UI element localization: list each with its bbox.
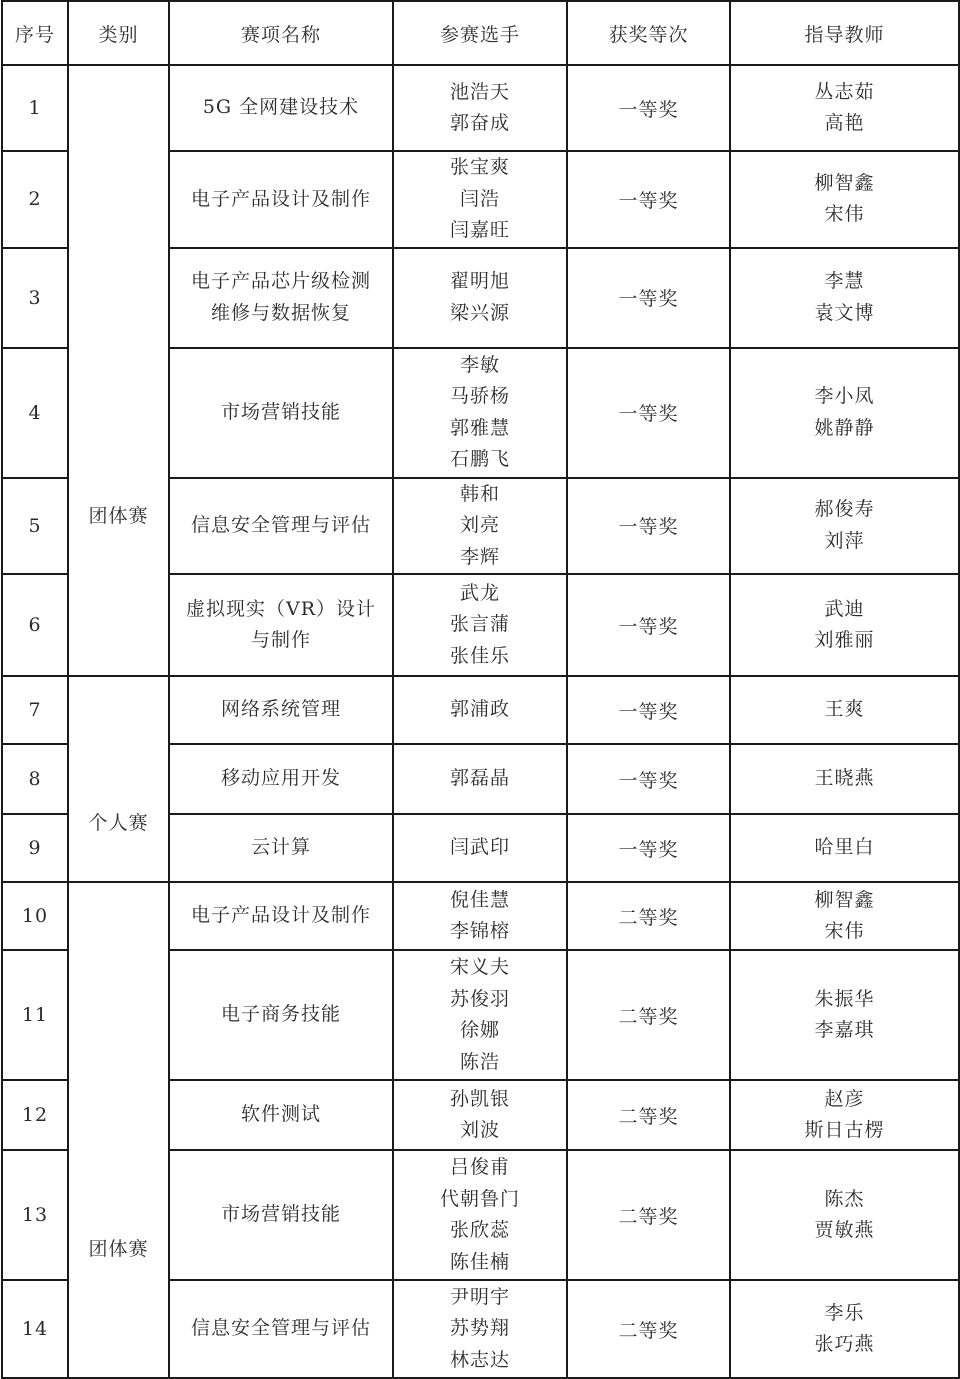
award-level-cell: 一等奖 bbox=[567, 814, 730, 882]
header-cell-award: 获奖等次 bbox=[567, 1, 730, 65]
event-name-cell bbox=[169, 348, 393, 478]
teachers-cell bbox=[730, 248, 959, 348]
row-number-cell: 4 bbox=[2, 348, 68, 478]
award-level-cell: 二等奖 bbox=[567, 1150, 730, 1280]
player-name: 代朝鲁门 bbox=[439, 1187, 520, 1210]
award-level-cell: 一等奖 bbox=[567, 348, 730, 478]
player-name: 陈浩 bbox=[459, 1050, 500, 1073]
player-name: 尹明宇 bbox=[449, 1285, 510, 1308]
event-name-line: 维修与数据恢复 bbox=[210, 301, 351, 324]
teachers-cell bbox=[730, 1280, 959, 1378]
teacher-name: 丛志茹 bbox=[814, 80, 875, 103]
teachers-cell bbox=[730, 1080, 959, 1150]
player-name: 马骄杨 bbox=[449, 385, 510, 407]
teachers-cell bbox=[730, 65, 959, 151]
table-row bbox=[2, 676, 959, 744]
player-name: 李敏 bbox=[459, 353, 500, 376]
event-name-line: 市场营销技能 bbox=[220, 1203, 341, 1226]
player-name: 张欣蕊 bbox=[449, 1219, 510, 1241]
players-cell bbox=[393, 882, 567, 950]
row-number-cell: 8 bbox=[2, 744, 68, 814]
players-cell bbox=[393, 950, 567, 1080]
players-cell bbox=[393, 248, 567, 348]
header-row bbox=[2, 1, 959, 65]
teacher-name: 朱振华 bbox=[814, 987, 875, 1010]
row-number-cell: 5 bbox=[2, 478, 68, 575]
teacher-name: 陈杰 bbox=[824, 1187, 865, 1210]
teacher-name: 斯日古楞 bbox=[804, 1119, 885, 1141]
teacher-name: 张巧燕 bbox=[814, 1333, 875, 1355]
event-name-cell bbox=[169, 676, 393, 744]
teachers-cell bbox=[730, 676, 959, 744]
teacher-name: 贾敏燕 bbox=[814, 1219, 875, 1241]
players-cell bbox=[393, 348, 567, 478]
event-name-line: 虚拟现实（VR）设计 bbox=[185, 597, 377, 620]
event-name-cell bbox=[169, 248, 393, 348]
teacher-name: 姚静静 bbox=[814, 416, 875, 439]
row-number-cell: 7 bbox=[2, 676, 68, 744]
event-name-line: 5G 全网建设技术 bbox=[202, 96, 360, 119]
award-level-cell: 二等奖 bbox=[567, 1080, 730, 1150]
player-name: 郭浦政 bbox=[449, 698, 510, 721]
teacher-name: 李慧 bbox=[824, 270, 865, 292]
row-number-cell: 12 bbox=[2, 1080, 68, 1150]
row-number-cell: 10 bbox=[2, 882, 68, 950]
event-name-line: 电子产品设计及制作 bbox=[190, 187, 371, 210]
event-name-line: 信息安全管理与评估 bbox=[190, 514, 371, 536]
event-name-line: 电子商务技能 bbox=[220, 1003, 341, 1026]
teacher-name: 刘雅丽 bbox=[814, 629, 875, 651]
player-name: 刘亮 bbox=[459, 514, 500, 536]
player-name: 张佳乐 bbox=[449, 644, 510, 667]
event-name-line: 云计算 bbox=[250, 836, 311, 859]
row-number-cell: 1 bbox=[2, 65, 68, 151]
player-name: 武龙 bbox=[459, 581, 500, 604]
row-number-cell: 14 bbox=[2, 1280, 68, 1378]
players-cell bbox=[393, 814, 567, 882]
header-cell-number: 序号 bbox=[2, 1, 68, 65]
player-name: 陈佳楠 bbox=[449, 1250, 510, 1273]
row-number-cell: 9 bbox=[2, 814, 68, 882]
player-name: 孙凯银 bbox=[449, 1087, 510, 1110]
event-name-cell bbox=[169, 882, 393, 950]
category-cell bbox=[68, 676, 169, 882]
award-level-cell: 一等奖 bbox=[567, 744, 730, 814]
table-row bbox=[2, 882, 959, 950]
player-name: 池浩天 bbox=[449, 80, 510, 103]
category-cell bbox=[68, 65, 169, 676]
player-name: 梁兴源 bbox=[449, 301, 510, 324]
player-name: 郭雅慧 bbox=[449, 416, 510, 439]
teachers-cell bbox=[730, 1150, 959, 1280]
teacher-name: 柳智鑫 bbox=[814, 888, 875, 911]
teacher-name: 武迪 bbox=[824, 597, 865, 620]
player-name: 石鹏飞 bbox=[449, 448, 510, 470]
player-name: 闫浩 bbox=[459, 187, 500, 210]
teacher-name: 高艳 bbox=[824, 112, 865, 134]
event-name-cell bbox=[169, 1150, 393, 1280]
teachers-cell bbox=[730, 882, 959, 950]
teacher-name: 王爽 bbox=[824, 698, 865, 721]
category-label: 团体赛 bbox=[88, 1238, 149, 1260]
player-name: 李辉 bbox=[459, 545, 500, 568]
award-level-cell: 一等奖 bbox=[567, 574, 730, 676]
award-table-body bbox=[2, 65, 959, 1378]
event-name-cell bbox=[169, 478, 393, 575]
teacher-name: 李小凤 bbox=[814, 385, 875, 407]
table-row bbox=[2, 65, 959, 151]
teachers-cell bbox=[730, 744, 959, 814]
player-name: 刘波 bbox=[459, 1119, 500, 1141]
teacher-name: 赵彦 bbox=[824, 1087, 865, 1110]
award-level-cell: 二等奖 bbox=[567, 950, 730, 1080]
player-name: 李锦榕 bbox=[449, 920, 510, 942]
header-cell-event: 赛项名称 bbox=[169, 1, 393, 65]
teachers-cell bbox=[730, 574, 959, 676]
teachers-cell bbox=[730, 478, 959, 575]
player-name: 张言蒲 bbox=[449, 613, 510, 636]
row-number-cell: 3 bbox=[2, 248, 68, 348]
teacher-name: 宋伟 bbox=[824, 920, 865, 942]
event-name-cell bbox=[169, 744, 393, 814]
event-name-cell bbox=[169, 151, 393, 248]
event-name-line: 电子产品芯片级检测 bbox=[190, 270, 371, 292]
award-level-cell: 一等奖 bbox=[567, 676, 730, 744]
award-level-cell: 一等奖 bbox=[567, 478, 730, 575]
players-cell bbox=[393, 478, 567, 575]
teachers-cell bbox=[730, 348, 959, 478]
event-name-line: 信息安全管理与评估 bbox=[190, 1317, 371, 1340]
award-level-cell: 二等奖 bbox=[567, 1280, 730, 1378]
event-name-cell bbox=[169, 950, 393, 1080]
player-name: 韩和 bbox=[459, 482, 500, 505]
category-label: 个人赛 bbox=[88, 812, 149, 834]
teacher-name: 郝俊寿 bbox=[814, 498, 875, 521]
player-name: 徐娜 bbox=[459, 1019, 500, 1041]
award-table bbox=[1, 0, 960, 1379]
player-name: 闫嘉旺 bbox=[449, 219, 510, 241]
teacher-name: 李乐 bbox=[824, 1301, 865, 1324]
event-name-line: 移动应用开发 bbox=[220, 767, 341, 790]
player-name: 苏势翔 bbox=[449, 1317, 510, 1340]
teacher-name: 宋伟 bbox=[824, 203, 865, 226]
player-name: 宋义夫 bbox=[449, 956, 510, 978]
event-name-line: 电子产品设计及制作 bbox=[190, 904, 371, 927]
teachers-cell bbox=[730, 950, 959, 1080]
award-level-cell: 二等奖 bbox=[567, 882, 730, 950]
player-name: 翟明旭 bbox=[449, 270, 510, 292]
players-cell bbox=[393, 65, 567, 151]
event-name-cell bbox=[169, 1080, 393, 1150]
row-number-cell: 6 bbox=[2, 574, 68, 676]
player-name: 苏俊羽 bbox=[449, 987, 510, 1010]
event-name-line: 市场营销技能 bbox=[220, 400, 341, 423]
players-cell bbox=[393, 1280, 567, 1378]
player-name: 郭奋成 bbox=[449, 112, 510, 134]
header-cell-category: 类别 bbox=[68, 1, 169, 65]
teacher-name: 袁文博 bbox=[814, 301, 875, 324]
teacher-name: 哈里白 bbox=[814, 836, 875, 859]
header-cell-players: 参赛选手 bbox=[393, 1, 567, 65]
row-number-cell: 11 bbox=[2, 950, 68, 1080]
players-cell bbox=[393, 744, 567, 814]
teacher-name: 刘萍 bbox=[824, 529, 865, 552]
row-number-cell: 13 bbox=[2, 1150, 68, 1280]
teacher-name: 王晓燕 bbox=[814, 767, 875, 790]
category-label: 团体赛 bbox=[88, 504, 149, 527]
award-level-cell: 一等奖 bbox=[567, 248, 730, 348]
event-name-cell bbox=[169, 814, 393, 882]
category-cell bbox=[68, 882, 169, 1378]
player-name: 郭磊晶 bbox=[449, 767, 510, 790]
event-name-cell bbox=[169, 1280, 393, 1378]
player-name: 张宝爽 bbox=[449, 156, 510, 178]
event-name-line: 网络系统管理 bbox=[220, 698, 341, 721]
event-name-cell bbox=[169, 65, 393, 151]
teachers-cell bbox=[730, 151, 959, 248]
teacher-name: 柳智鑫 bbox=[814, 171, 875, 194]
row-number-cell: 2 bbox=[2, 151, 68, 248]
player-name: 闫武印 bbox=[449, 836, 510, 859]
players-cell bbox=[393, 574, 567, 676]
players-cell bbox=[393, 1080, 567, 1150]
event-name-cell bbox=[169, 574, 393, 676]
players-cell bbox=[393, 1150, 567, 1280]
event-name-line: 与制作 bbox=[250, 629, 311, 651]
player-name: 吕俊甫 bbox=[449, 1156, 510, 1178]
event-name-line: 软件测试 bbox=[240, 1103, 321, 1126]
award-level-cell: 一等奖 bbox=[567, 151, 730, 248]
player-name: 林志达 bbox=[449, 1348, 510, 1371]
award-level-cell: 一等奖 bbox=[567, 65, 730, 151]
player-name: 倪佳慧 bbox=[449, 888, 510, 911]
teachers-cell bbox=[730, 814, 959, 882]
players-cell bbox=[393, 676, 567, 744]
players-cell bbox=[393, 151, 567, 248]
teacher-name: 李嘉琪 bbox=[814, 1019, 875, 1041]
header-cell-teachers: 指导教师 bbox=[730, 1, 959, 65]
